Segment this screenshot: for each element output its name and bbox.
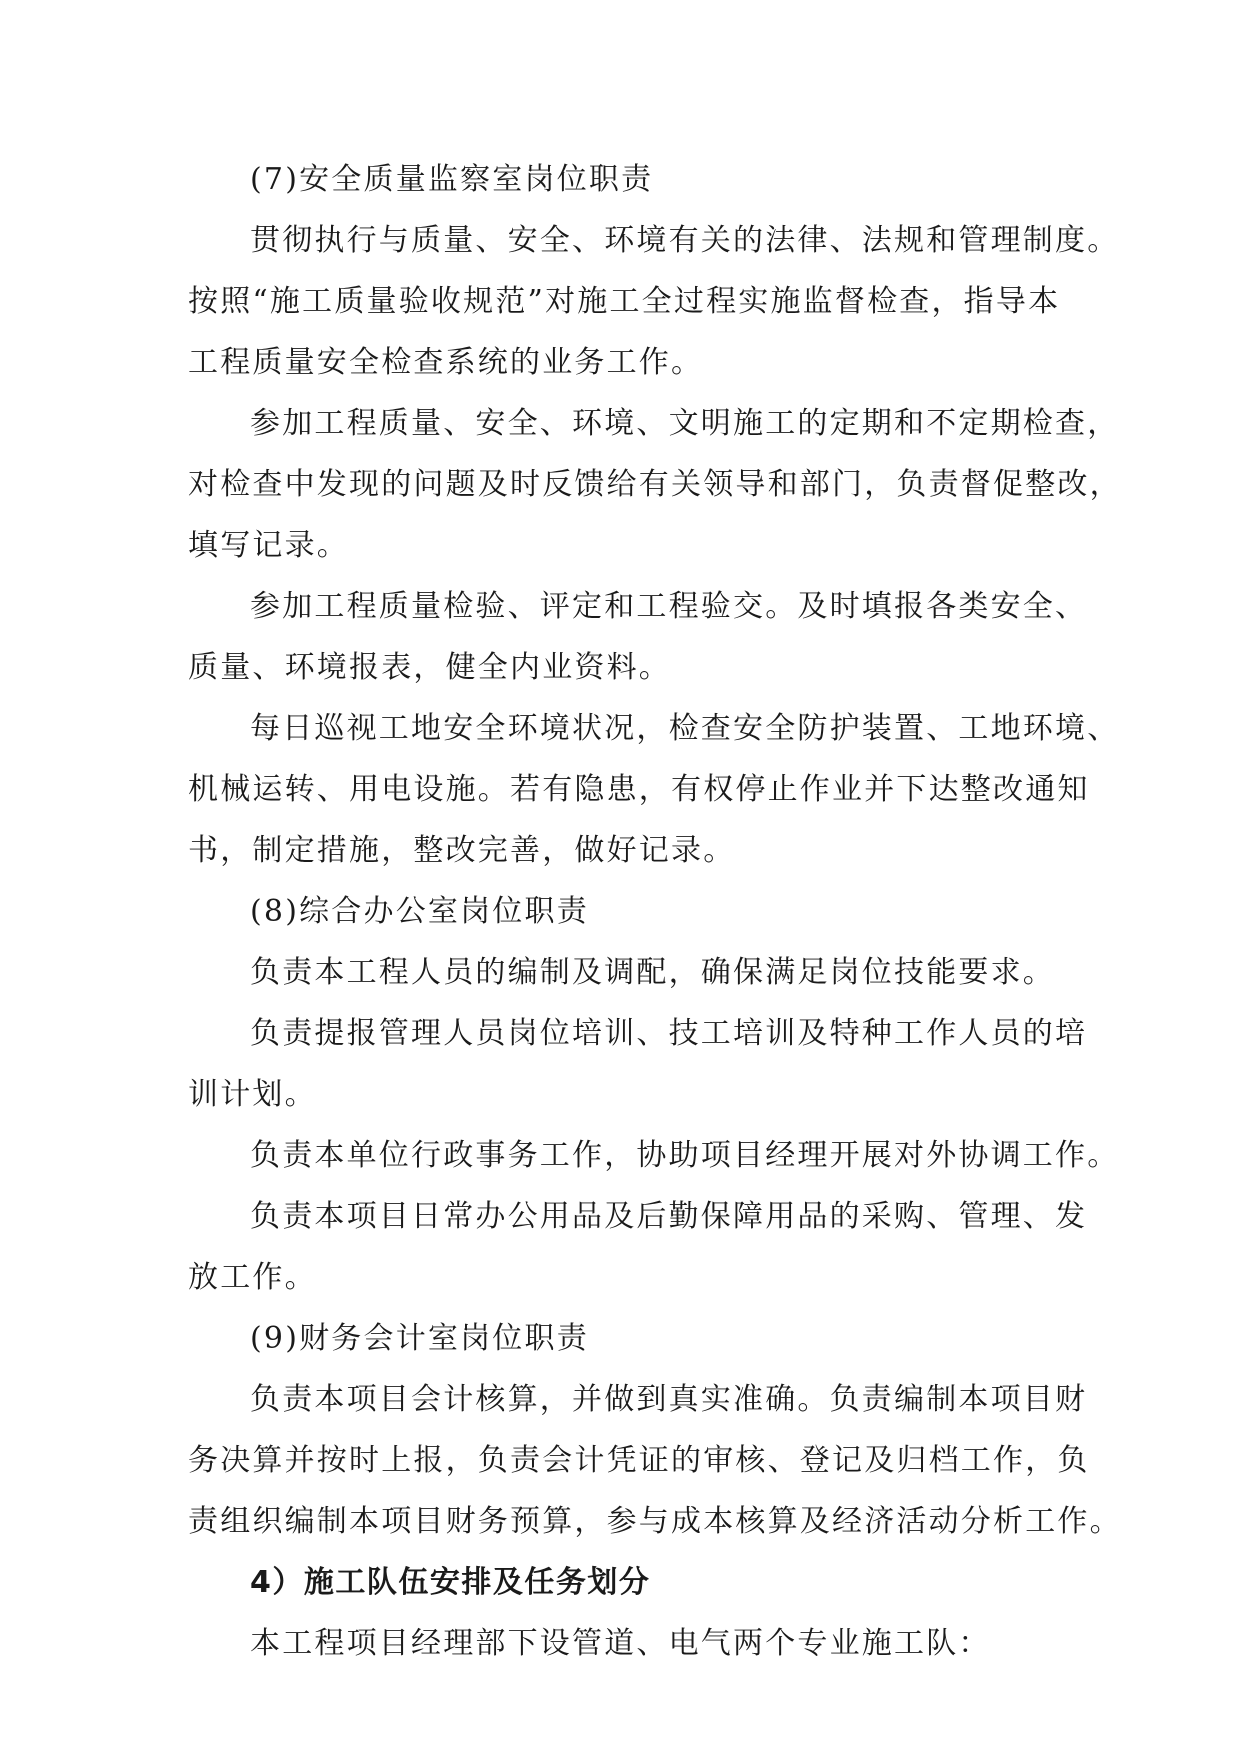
paragraph: [188, 1186, 1088, 1308]
paragraph-line: 负责本项目会计核算，并做到真实准确。负责编制本项目财: [250, 1382, 1088, 1417]
paragraph-line: 贯彻执行与质量、安全、环境有关的法律、法规和管理制度。: [250, 223, 1120, 258]
paragraph-line: 每日巡视工地安全环境状况，检查安全防护装置、工地环境、: [250, 711, 1120, 746]
paragraph: [188, 698, 1120, 881]
subheading-text: (9)财务会计室岗位职责: [250, 1321, 589, 1356]
paragraph: [188, 1369, 1122, 1552]
subheading-9: [188, 1308, 1048, 1369]
paragraph: [188, 1613, 1048, 1674]
paragraph: [188, 393, 1122, 576]
paragraph-line: 本工程项目经理部下设管道、电气两个专业施工队：: [250, 1626, 991, 1661]
subheading-7: [188, 149, 1048, 210]
paragraph-line: 填写记录。: [188, 528, 349, 563]
subheading-8: [188, 881, 1048, 942]
subheading-text: (8)综合办公室岗位职责: [250, 894, 589, 929]
section-heading-text: 4）施工队伍安排及任务划分: [250, 1565, 651, 1600]
paragraph-line: 责组织编制本项目财务预算，参与成本核算及经济活动分析工作。: [188, 1504, 1122, 1539]
paragraph-line: 训计划。: [188, 1077, 317, 1112]
paragraph-line: 对检查中发现的问题及时反馈给有关领导和部门，负责督促整改，: [188, 467, 1122, 502]
paragraph-line: 质量、环境报表，健全内业资料。: [188, 650, 671, 685]
subheading-text: (7)安全质量监察室岗位职责: [250, 162, 654, 197]
section-heading: [188, 1552, 1048, 1613]
paragraph-line: 负责本单位行政事务工作，协助项目经理开展对外协调工作。: [250, 1138, 1120, 1173]
paragraph-line: 机械运转、用电设施。若有隐患，有权停止作业并下达整改通知: [188, 772, 1090, 807]
paragraph-line: 负责本工程人员的编制及调配，确保满足岗位技能要求。: [250, 955, 1055, 990]
paragraph-line: 书，制定措施，整改完善，做好记录。: [188, 833, 736, 868]
paragraph: [188, 942, 1055, 1003]
paragraph-line: 工程质量安全检查系统的业务工作。: [188, 345, 704, 380]
paragraph-line: 负责本项目日常办公用品及后勤保障用品的采购、管理、发: [250, 1199, 1088, 1234]
paragraph-line: 参加工程质量、安全、环境、文明施工的定期和不定期检查，: [250, 406, 1120, 441]
paragraph-line: 参加工程质量检验、评定和工程验交。及时填报各类安全、: [250, 589, 1088, 624]
paragraph-line: 务决算并按时上报，负责会计凭证的审核、登记及归档工作，负: [188, 1443, 1090, 1478]
paragraph: [188, 210, 1120, 393]
paragraph-line: 负责提报管理人员岗位培训、技工培训及特种工作人员的培: [250, 1016, 1088, 1051]
paragraph: [188, 576, 1088, 698]
paragraph-line: 放工作。: [188, 1260, 317, 1295]
paragraph-line: 按照“施工质量验收规范”对施工全过程实施监督检查，指导本: [188, 284, 1061, 319]
paragraph: [188, 1125, 1120, 1186]
paragraph: [188, 1003, 1088, 1125]
